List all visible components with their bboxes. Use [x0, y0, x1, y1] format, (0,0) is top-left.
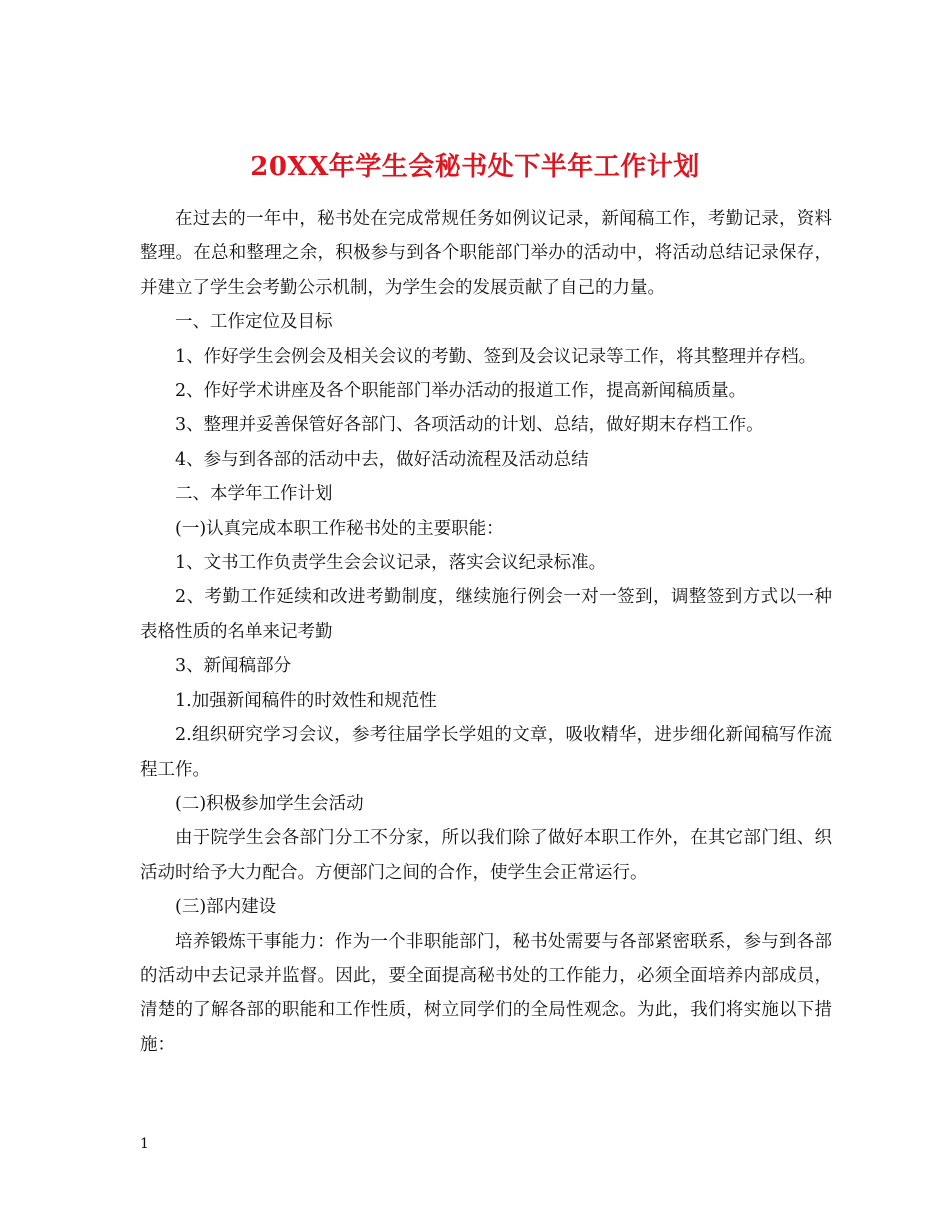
- paragraph: 培养锻炼干事能力：作为一个非职能部门，秘书处需要与各部紧密联系，参与到各部的活动中去记录并监督。因此，要全面提高秘书处的工作能力，必须全面培养内部成员，清楚的了解各部的职能和工作性质，树立同学们的全局性观念。为此，我们将实施以下措施：: [140, 931, 832, 1055]
- paragraph: 在过去的一年中，秘书处在完成常规任务如例议记录，新闻稿工作，考勤记录，资料整理。在总和整理之余，积极参与到各个职能部门举办的活动中，将活动总结记录保存，并建立了学生会考勤公示机制，为学生会的发展贡献了自己的力量。: [140, 209, 832, 298]
- paragraph: 1、文书工作负责学生会会议记录，落实会议纪录标准。: [175, 553, 607, 574]
- document-body: [140, 202, 832, 1062]
- section-heading: 一、工作定位及目标: [175, 312, 333, 333]
- paragraph: 1.加强新闻稿件的时效性和规范性: [175, 690, 437, 711]
- paragraph: 2、考勤工作延续和改进考勤制度，继续施行例会一对一签到，调整签到方式以一种表格性质的名单来记考勤: [140, 587, 832, 642]
- document-title: 20XX年学生会秘书处下半年工作计划: [250, 152, 700, 183]
- subsection-heading: (二)积极参加学生会活动: [175, 793, 364, 814]
- subsection-heading: (一)认真完成本职工作秘书处的主要职能：: [175, 518, 504, 539]
- subsection-heading: (三)部内建设: [175, 897, 277, 918]
- paragraph: 2、作好学术讲座及各个职能部门举办活动的报道工作，提高新闻稿质量。: [175, 381, 747, 402]
- paragraph: 2.组织研究学习会议，参考往届学长学姐的文章，吸收精华，进步细化新闻稿写作流程工作。: [140, 725, 832, 780]
- paragraph: 1、作好学生会例会及相关会议的考勤、签到及会议记录等工作，将其整理并存档。: [175, 346, 817, 367]
- page-number: 1: [140, 1136, 149, 1152]
- paragraph: 3、整理并妥善保管好各部门、各项活动的计划、总结，做好期末存档工作。: [175, 415, 764, 436]
- paragraph: 4、参与到各部的活动中去，做好活动流程及活动总结: [175, 449, 589, 470]
- paragraph: 由于院学生会各部门分工不分家，所以我们除了做好本职工作外，在其它部门组、织活动时给予大力配合。方便部门之间的合作，使学生会正常运行。: [140, 828, 832, 883]
- paragraph: 3、新闻稿部分: [175, 656, 292, 677]
- section-heading: 二、本学年工作计划: [175, 484, 333, 505]
